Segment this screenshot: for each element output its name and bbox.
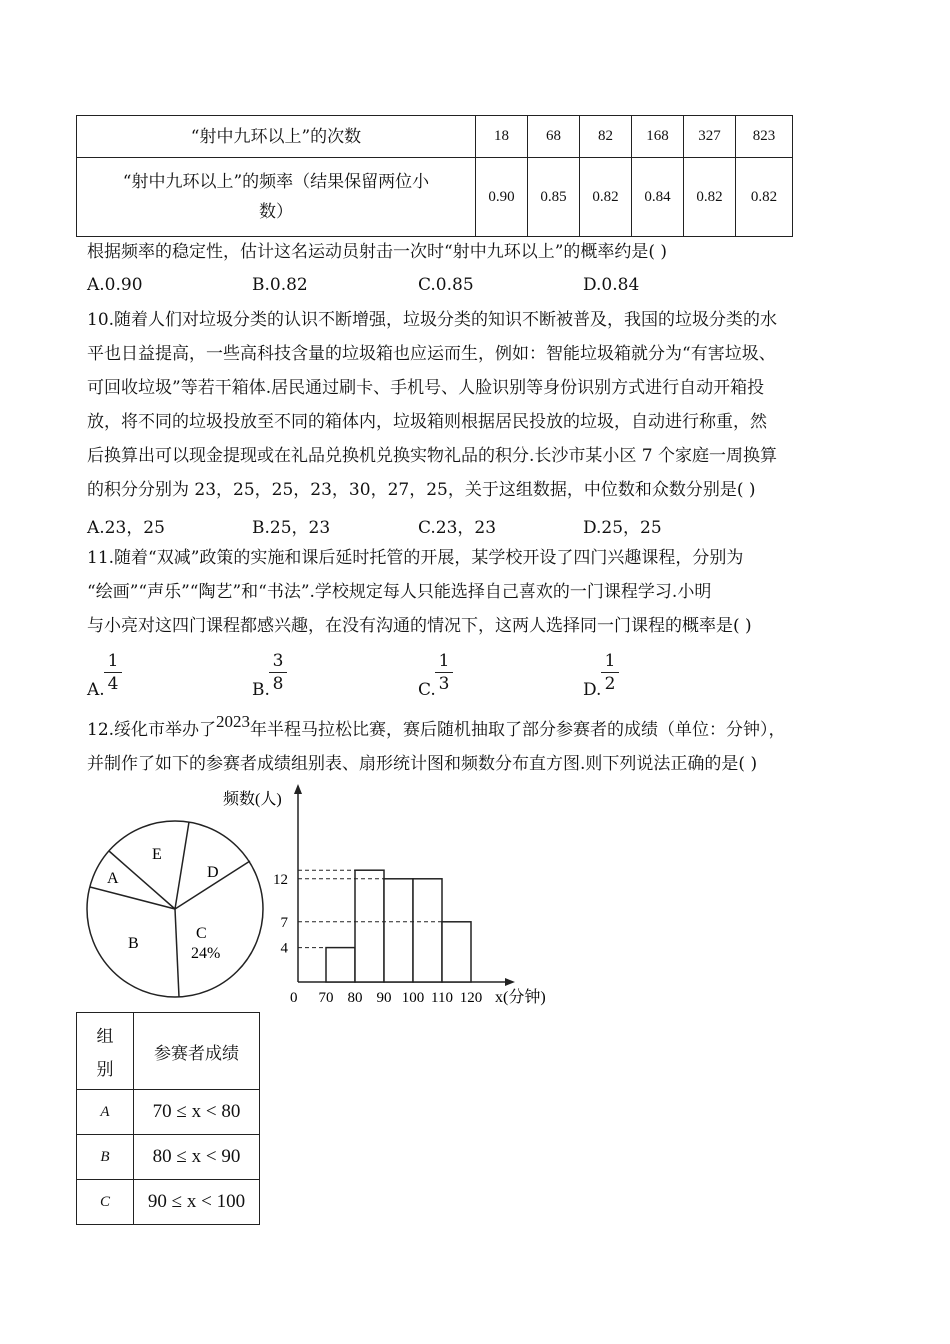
frequency-cell: 0.85 [528,158,580,237]
q11-option-d-label[interactable]: D. [583,680,602,700]
frequency-row-label-line2: 数） [259,202,293,222]
x-tick-label: 90 [376,990,392,1006]
group-row [77,1090,260,1135]
numerator: 1 [435,650,453,673]
frequency-row [77,158,793,237]
histogram-bar [384,879,413,982]
pie-label-b: B [128,935,139,952]
histogram-bar [355,870,384,982]
group-label: B [77,1135,134,1180]
q10-option-d[interactable]: D.25，25 [583,518,662,538]
frequency-cell: 0.82 [684,158,736,237]
denominator: 8 [272,674,284,694]
denominator: 2 [604,674,616,694]
q11-option-a-fraction[interactable] [104,650,122,695]
pie-label-c: C [196,925,207,942]
q10-option-a[interactable]: A.23，25 [87,518,165,538]
y-tick-label: 7 [280,914,288,931]
y-tick-label: 12 [273,871,288,888]
header-group [77,1013,134,1090]
frequency-histogram [215,782,575,1012]
group-range: 90 ≤ x < 100 [134,1180,260,1225]
q10-option-b[interactable]: B.25，23 [252,518,331,538]
q9-option-d[interactable]: D.0.84 [583,275,640,295]
x-tick-label: 70 [318,990,334,1006]
group-range: 70 ≤ x < 80 [134,1090,260,1135]
y-axis-label: 频数(人) [223,791,282,808]
q12-year: 2023 [216,712,251,731]
pie-divider [175,822,189,909]
y-tick-label: 4 [280,940,288,957]
count-cell: 823 [736,116,793,158]
q9-option-b[interactable]: B.0.82 [252,275,308,295]
pie-label-d: D [207,864,219,881]
frequency-table [76,115,793,237]
frequency-cell: 0.82 [580,158,632,237]
histogram-bar [442,922,471,982]
numerator: 3 [269,650,287,673]
frequency-row-label-line1: “射中九环以上”的频率（结果保留两位小 [122,172,430,192]
count-row [77,116,793,158]
x-tick-label: 110 [431,990,453,1006]
x-tick-origin: 0 [290,990,298,1006]
histogram-bar [413,879,442,982]
pie-label-a: A [107,870,119,887]
histogram-bar [326,948,355,982]
q11-line: 11.随着“双减”政策的实施和课后延时托管的开展，某学校开设了四门兴趣课程，分别为 [87,548,744,568]
x-axis-arrow [505,978,515,986]
q12-line2: 并制作了如下的参赛者成绩组别表、扇形统计图和频数分布直方图.则下列说法正确的是( ) [87,754,758,774]
x-tick-label: 100 [401,990,425,1006]
q10-line: 后换算出可以现金提现或在礼品兑换机兑换实物礼品的积分.长沙市某小区 7 个家庭一周换算 [87,446,778,466]
count-row-label: “射中九环以上”的次数 [77,116,476,158]
group-table-header [77,1013,260,1090]
q10-option-c[interactable]: C.23，23 [418,518,497,538]
q9-option-a[interactable]: A.0.90 [87,275,143,295]
q11-option-b-label[interactable]: B. [252,680,270,700]
header-score: 参赛者成绩 [134,1013,260,1090]
x-axis-label: x(分钟) [495,989,546,1006]
group-range: 80 ≤ x < 90 [134,1135,260,1180]
count-cell: 82 [580,116,632,158]
count-cell: 68 [528,116,580,158]
group-label: C [77,1180,134,1225]
header-group-line2: 别 [96,1060,114,1080]
count-cell: 327 [684,116,736,158]
q12-line1 [87,712,786,741]
frequency-cell: 0.90 [476,158,528,237]
q11-line: 与小亮对这四门课程都感兴趣，在没有沟通的情况下，这两人选择同一门课程的概率是( ) [87,616,752,636]
q9-stem: 根据频率的稳定性，估计这名运动员射击一次时“射中九环以上”的概率约是( ) [87,242,668,262]
group-row [77,1180,260,1225]
x-tick-label: 120 [459,990,483,1006]
q11-option-a-label[interactable]: A. [87,680,105,700]
group-label: A [77,1090,134,1135]
q11-option-b-fraction[interactable] [269,650,287,695]
count-cell: 18 [476,116,528,158]
group-table [76,1012,260,1225]
pie-label-e: E [152,846,162,863]
q10-line: 平也日益提高，一些高科技含量的垃圾箱也应运而生，例如：智能垃圾箱就分为“有害垃圾、 [87,344,776,364]
q11-option-c-fraction[interactable] [435,650,453,695]
q12-line1-end: 年半程马拉松比赛，赛后随机抽取了部分参赛者的成绩（单位：分钟）， [250,720,786,740]
x-tick-label: 80 [347,990,363,1006]
denominator: 4 [107,674,119,694]
q10-line: 可回收垃圾”等若干箱体.居民通过刷卡、手机号、人脸识别等身份识别方式进行自动开箱投 [87,378,765,398]
header-group-line1: 组 [96,1027,114,1047]
numerator: 1 [601,650,619,673]
y-axis-arrow [294,784,302,794]
frequency-row-label [77,158,476,237]
count-cell: 168 [632,116,684,158]
frequency-cell: 0.82 [736,158,793,237]
frequency-cell: 0.84 [632,158,684,237]
group-row [77,1135,260,1180]
q9-option-c[interactable]: C.0.85 [418,275,474,295]
q10-line: 10.随着人们对垃圾分类的认识不断增强，垃圾分类的知识不断被普及，我国的垃圾分类的水 [87,310,778,330]
numerator: 1 [104,650,122,673]
q11-line: “绘画”“声乐”“陶艺”和“书法”.学校规定每人只能选择自己喜欢的一门课程学习.小明 [87,582,712,602]
denominator: 3 [438,674,450,694]
q11-option-d-fraction[interactable] [601,650,619,695]
q12-line1-start: 12.绥化市举办了 [87,720,217,740]
pie-c-percent: 24% [191,945,221,962]
q10-line: 的积分分别为 23，25，25，23，30，27，25，关于这组数据，中位数和众数分别是( ) [87,480,756,500]
q11-option-c-label[interactable]: C. [418,680,436,700]
q10-line: 放，将不同的垃圾投放至不同的箱体内，垃圾箱则根据居民投放的垃圾，自动进行称重，然 [87,412,767,432]
pie-divider [175,909,179,997]
